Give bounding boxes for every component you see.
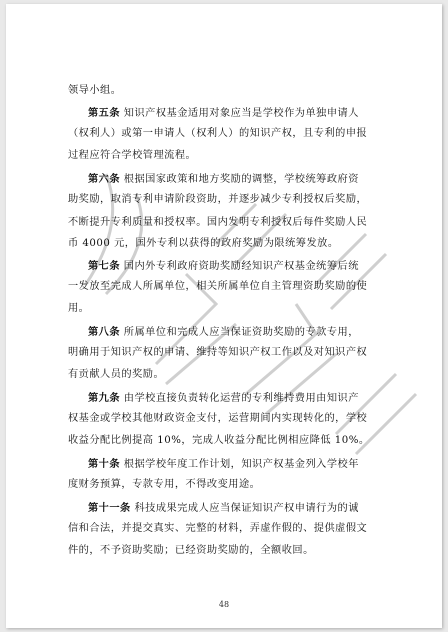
document-line xyxy=(88,172,408,187)
document-line xyxy=(68,193,388,207)
line-text: 信和合法，并提交真实、完整的材料，弄虚作假的、提供虚假文 xyxy=(68,523,368,534)
line-text: （权利人）或第一申请人（权利人）的知识产权，且专利的申报 xyxy=(68,128,368,139)
document-line xyxy=(68,237,388,251)
line-text: 用。 xyxy=(68,303,90,314)
document-line xyxy=(68,216,388,230)
line-text: 国内外专利政府资助奖励经知识产权基金统筹后统 xyxy=(120,261,359,272)
line-text: 所属单位和完成人应当保证资助奖励的专款专用， xyxy=(120,327,359,338)
document-line xyxy=(68,434,388,448)
line-text: 收益分配比例提高 10%，完成人收益分配比例相应降低 10%。 xyxy=(68,435,370,446)
line-text: 件的，不予资助奖励；已经资助奖励的，全额收回。 xyxy=(68,545,314,556)
document-line xyxy=(68,368,388,382)
document-line xyxy=(68,522,388,536)
line-text: 知识产权基金适用对象应当是学校作为单独申请人 xyxy=(120,108,359,119)
line-text: 币 4000 元，国外专利以获得的政府奖励为限统筹发放。 xyxy=(68,238,339,249)
article-heading: 第十条 xyxy=(88,458,121,470)
document-line xyxy=(88,259,408,274)
document-line xyxy=(68,149,388,163)
document-body xyxy=(6,4,442,628)
document-line xyxy=(68,478,388,492)
line-text: 根据国家政策和地方奖励的调整，学校统筹政府资 xyxy=(120,174,359,185)
document-line xyxy=(88,391,408,406)
line-text: 过程应符合学校管理流程。 xyxy=(68,150,197,161)
document-line xyxy=(68,302,388,316)
line-text: 一发放至完成人所属单位，相关所属单位自主管理资助奖励的使 xyxy=(68,281,368,292)
article-heading: 第六条 xyxy=(88,173,121,185)
line-text: 有贡献人员的奖励。 xyxy=(68,369,165,380)
article-heading: 第十一条 xyxy=(88,502,131,514)
document-line xyxy=(88,325,408,340)
page-number: 48 xyxy=(218,600,230,609)
document-line xyxy=(68,412,388,426)
document-page xyxy=(6,4,442,628)
document-line xyxy=(68,346,388,360)
line-text: 助奖励，取消专利申请阶段资助，并逐步减少专利授权后奖励， xyxy=(68,194,368,205)
document-line xyxy=(68,544,388,558)
line-text: 领导小组。 xyxy=(68,85,122,96)
line-text: 科技成果完成人应当保证知识产权申请行为的诚 xyxy=(130,503,359,514)
article-heading: 第五条 xyxy=(88,107,121,119)
article-heading: 第七条 xyxy=(88,260,121,272)
line-text: 由学校直接负责转化运营的专利维持费用由知识产 xyxy=(120,393,359,404)
document-line xyxy=(88,501,408,516)
line-text: 明确用于知识产权的申请、维持等知识产权工作以及对知识产权 xyxy=(68,347,368,358)
line-text: 不断提升专利质量和授权率。国内发明专利授权后每件奖励人民 xyxy=(68,217,368,228)
line-text: 度财务预算，专款专用，不得改变用途。 xyxy=(68,479,261,490)
document-line xyxy=(88,106,408,121)
article-heading: 第八条 xyxy=(88,326,121,338)
document-line xyxy=(68,280,388,294)
line-text: 根据学校年度工作计划，知识产权基金列入学校年 xyxy=(120,459,359,470)
document-line xyxy=(88,457,408,472)
document-line xyxy=(68,84,388,98)
article-heading: 第九条 xyxy=(88,392,121,404)
document-line xyxy=(68,127,388,141)
line-text: 权基金或学校其他财政资金支付，运营期间内实现转化的，学校 xyxy=(68,413,368,424)
